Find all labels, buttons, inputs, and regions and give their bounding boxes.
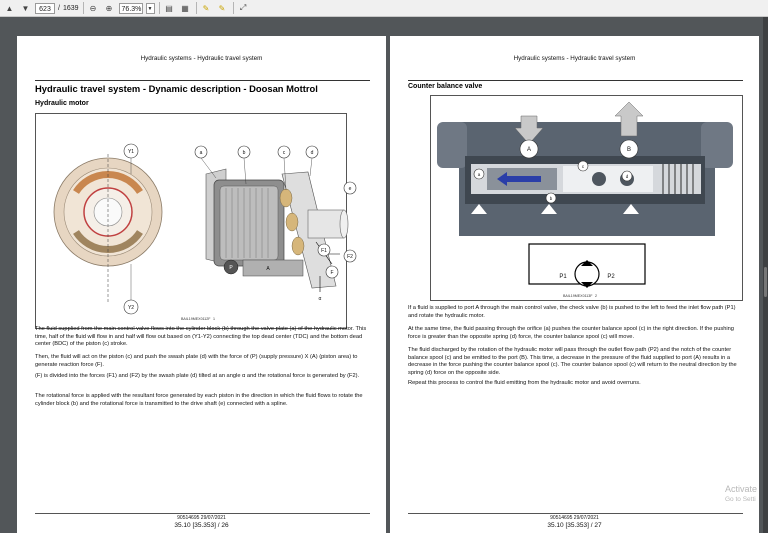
running-header: Hydraulic systems - Hydraulic travel system <box>513 55 636 62</box>
section-title: Counter balance valve <box>408 83 483 90</box>
toolbar-divider <box>196 2 197 14</box>
label-a: a <box>477 172 481 177</box>
label-a: a <box>199 150 203 156</box>
paragraph: Then, the fluid will act on the piston (c) and push the swash plate (d) with the force of (P) (supply pressure) X (A) (piston area) to generate reaction force (F). <box>35 354 358 368</box>
label-p: P <box>229 265 233 271</box>
fit-page-icon[interactable]: ▤ <box>165 3 173 13</box>
label-f: F <box>330 270 334 276</box>
zoom-out-icon[interactable]: ⊖ <box>89 3 97 13</box>
highlight-icon[interactable]: ✎ <box>218 3 226 13</box>
fullscreen-icon[interactable]: ⤢ <box>239 3 247 12</box>
label-c: c <box>581 164 585 169</box>
paragraph: (F) is divided into the forces (F1) and (F2) by the swash plate (d) tilted at an angle α and the rotational force is generated by (F2). <box>35 373 360 379</box>
label-f1: F1 <box>321 248 327 254</box>
label-alpha: α <box>318 296 322 302</box>
toolbar-divider <box>233 2 234 14</box>
fit-width-icon[interactable]: ▦ <box>181 3 189 13</box>
footer-page-number: 35.10 [35.353] / 26 <box>174 522 229 529</box>
paragraph: Repeat this process to control the fluid emitting from the hydraulic motor and avoid overruns. <box>408 380 641 386</box>
footer-rule <box>35 513 370 514</box>
paragraph: The rotational force is applied with the resultant force generated by each piston in the direction in which the fluid flows to rotate the cylinder block (b) and the rotational force is transmitted to the drive shaft (e) connected with a spline. <box>35 393 363 407</box>
footer-code: 90514695 29/07/2021 <box>177 515 226 521</box>
label-y1: Y1 <box>127 149 135 155</box>
label-b: b <box>242 150 246 156</box>
total-pages: 1639 <box>62 4 79 12</box>
page-title: Hydraulic travel system - Dynamic description - Doosan Mottrol <box>35 80 370 94</box>
label-d: d <box>625 174 629 179</box>
running-header: Hydraulic systems - Hydraulic travel system <box>140 55 263 62</box>
vertical-scrollbar[interactable] <box>763 17 768 533</box>
activation-watermark-title: Activate <box>725 484 758 494</box>
arrow-down-icon[interactable]: ▼ <box>21 3 30 13</box>
zoom-input[interactable]: 76.3% <box>119 3 143 14</box>
label-area: A <box>266 266 270 272</box>
footer-rule <box>408 513 743 514</box>
section-title: Hydraulic motor <box>35 100 89 107</box>
dropdown-icon[interactable]: ▼ <box>146 3 155 14</box>
pdf-toolbar <box>0 0 768 17</box>
toolbar-divider <box>83 2 84 14</box>
figure-number: 2 <box>595 294 597 298</box>
document-viewer[interactable] <box>0 17 768 533</box>
label-y2: Y2 <box>127 305 135 311</box>
zoom-in-icon[interactable]: ⊕ <box>105 3 113 13</box>
label-c: c <box>282 150 286 156</box>
label-f2: F2 <box>347 254 353 260</box>
toolbar-divider <box>159 2 160 14</box>
footer-page-number: 35.10 [35.353] / 27 <box>547 522 602 529</box>
page-separator: / <box>58 4 60 12</box>
paragraph: The fluid supplied from the main control valve flows into the cylinder block (b) through the valve plate (a) of the hydraulic motor. This time, half of the fluid will flow in and half will flow out based on (Y1-Y2) connecting the top dead center (TDC) and the bottom dead center (BDC) of the piston (c) stroke. <box>35 326 367 347</box>
label-port-a: A <box>526 147 532 153</box>
scrollbar-thumb[interactable] <box>764 267 767 297</box>
paragraph: At the same time, the fluid passing through the orifice (a) pushes the counter balance spool (c) in the right direction. If the pushing force is greater than the opposite spring (d) force, the counter balance spool (c) will move. <box>408 326 734 340</box>
label-p2: P2 <box>607 274 615 280</box>
pdf-page-right <box>390 36 759 533</box>
paragraph: If a fluid is supplied to port A through the main control valve, the check valve (b) is pushed to the left to feed the inlet flow path (P1) and rotate the hydraulic motor. <box>408 305 736 319</box>
activation-watermark-subtitle: Go to Setti <box>725 496 756 503</box>
hydraulic-motor-drawing <box>36 114 353 328</box>
figure-code: BAIL19MEX0112F <box>181 317 211 321</box>
footer-code: 90514695 29/07/2021 <box>550 515 599 521</box>
paragraph: The fluid discharged by the rotation of the hydraulic motor will pass through the outlet flow path (P2) and the notch of the counter balance spool (c) and be emitted to the port (B). This time, a decrease in the pressure of the fluid supplied to port (A) results in a decrease in the force pushing the counter balance spool (c). The counter balance spool (c) will return to the neutral direction by the spring (d) force on the opposite side. <box>408 347 737 376</box>
arrow-up-icon[interactable]: ▲ <box>5 3 14 13</box>
label-port-b: B <box>626 147 632 153</box>
comment-icon[interactable]: ✎ <box>202 3 210 13</box>
figure-code: BAIL19MEX0113F <box>563 294 593 298</box>
page-number-input[interactable]: 623 <box>35 3 55 14</box>
counter-balance-valve-figure <box>430 95 743 301</box>
hydraulic-motor-figure <box>35 113 353 329</box>
label-d: d <box>310 150 314 156</box>
label-e: e <box>348 186 352 192</box>
pdf-page-left <box>17 36 386 533</box>
label-b: b <box>549 196 553 201</box>
figure-number: 1 <box>213 317 215 321</box>
label-p1: P1 <box>559 274 567 280</box>
counter-balance-valve-drawing <box>431 96 742 300</box>
